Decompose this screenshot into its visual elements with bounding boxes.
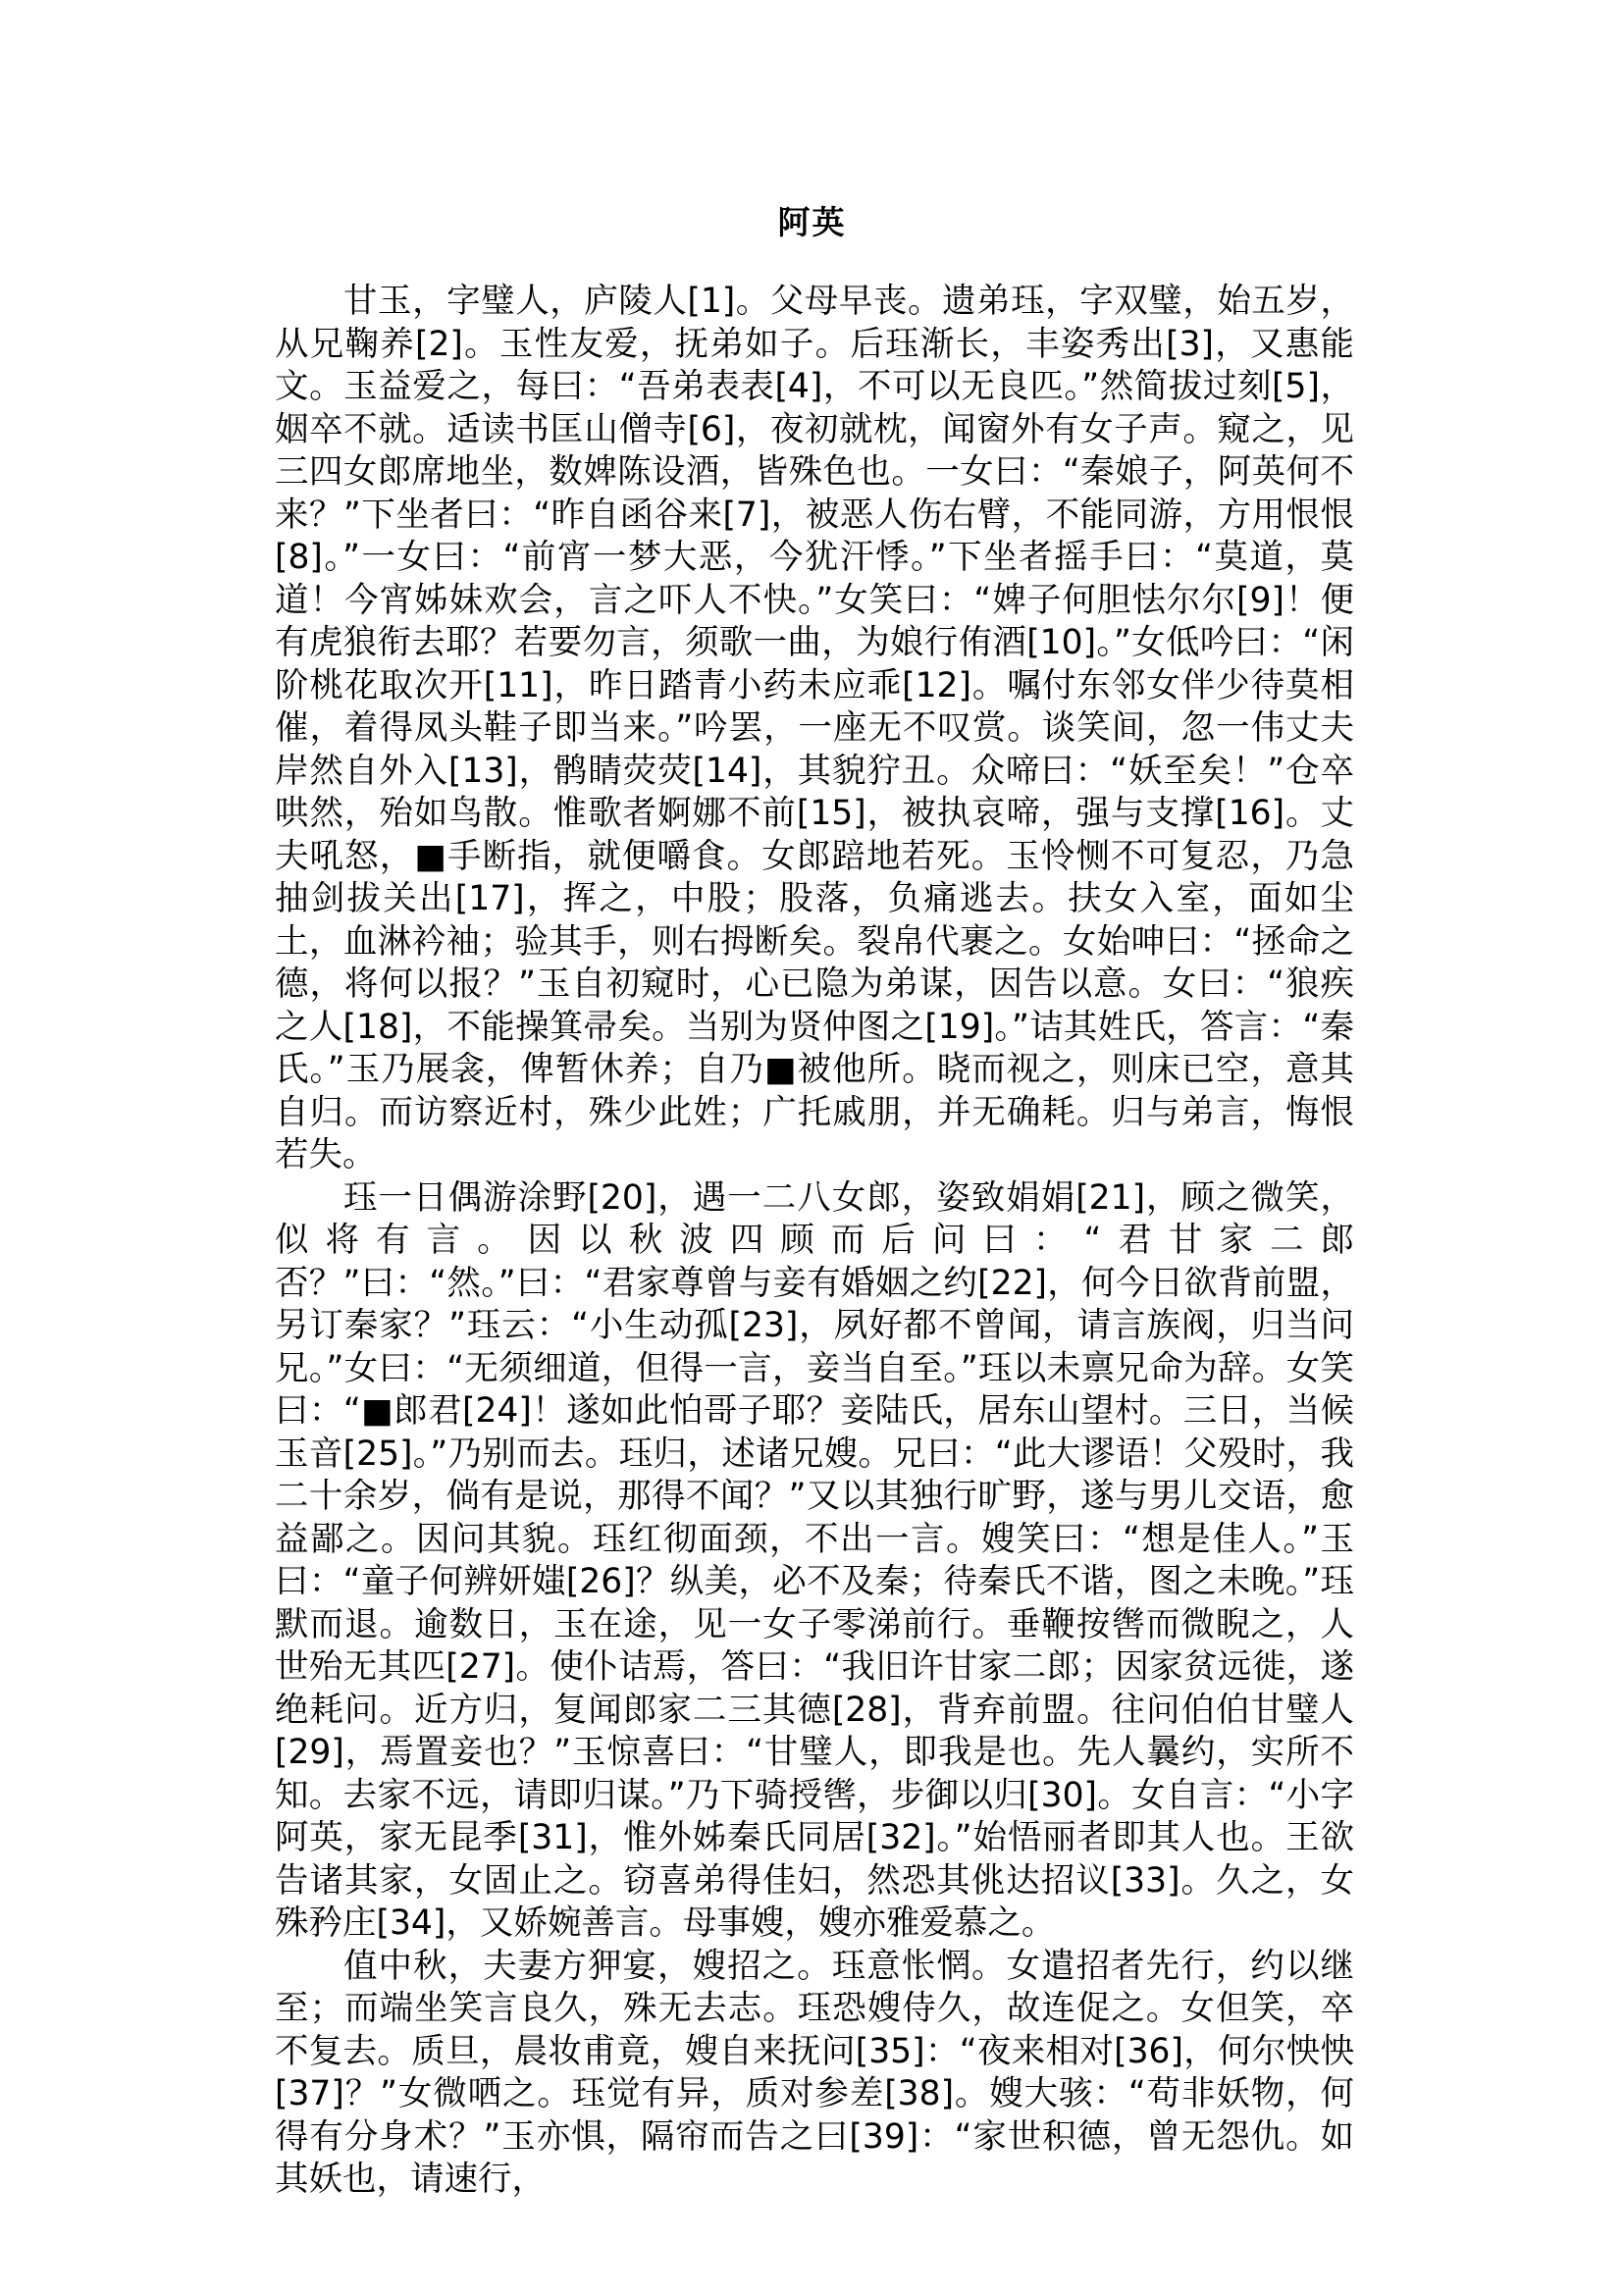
paragraph: 珏一日偶游涂野[20]，遇一二八女郎，姿致娟娟[21]，顾之微笑，似将有言。因以秋波四顾而后问曰：“君甘家二郎否？”曰：“然。”曰：“君家尊曾与妾有婚姻之约[22]，何今日欲背前盟，另订秦家？”珏云：“小生动孤[23]，夙好都不曾闻，请言族阀，归当问兄。”女曰：“无须细道，但得一言，妾当自至。”珏以未禀兄命为辞。女笑曰：“■郎君[24]！遂如此怕哥子耶？妾陆氏，居东山望村。三日，当候玉音[25]。”乃别而去。珏归，述诸兄嫂。兄曰：“此大谬语！父殁时，我二十余岁，倘有是说，那得不闻？”又以其独行旷野，遂与男儿交语，愈益鄙之。因问其貌。珏红彻面颈，不出一言。嫂笑曰：“想是佳人。”玉曰：“童子何辨妍媸[26]？纵美，必不及秦；待秦氏不谐，图之未晚。”珏默而退。逾数日，玉在途，见一女子零涕前行。垂鞭按辔而微睨之，人世殆无其匹[27]。使仆诘焉，答曰：“我旧许甘家二郎；因家贫远徙，遂绝耗问。近方归，复闻郎家二三其德[28]，背弃前盟。往问伯伯甘璧人[29]，焉置妾也？”玉惊喜曰：“甘璧人，即我是也。先人曩约，实所不知。去家不远，请即归谋。”乃下骑授辔，步御以归[30]。女自言：“小字阿英，家无昆季[31]，惟外姊秦氏同居[32]。”始悟丽者即其人也。王欲告诸其家，女固止之。窃喜弟得佳妇，然恐其佻达招议[33]。久之，女殊矜庄[34]，又娇婉善言。母事嫂，嫂亦雅爱慕之。	[275, 1177, 1354, 1943]
document-title: 阿英	[777, 203, 847, 241]
paragraph: 甘玉，字璧人，庐陵人[1]。父母早丧。遗弟珏，字双璧，始五岁，从兄鞠养[2]。玉性友爱，抚弟如子。后珏渐长，丰姿秀出[3]，又惠能文。玉益爱之，每曰：“吾弟表表[4]，不可以无良匹。”然简拔过刻[5]，姻卒不就。适读书匡山僧寺[6]，夜初就枕，闻窗外有女子声。窥之，见三四女郎席地坐，数婢陈设酒，皆殊色也。一女曰：“秦娘子，阿英何不来？”下坐者曰：“昨自函谷来[7]，被恶人伤右臂，不能同游，方用恨恨[8]。”一女曰：“前宵一梦大恶，今犹汗悸。”下坐者摇手曰：“莫道，莫道！今宵姊妹欢会，言之吓人不快。”女笑曰：“婢子何胆怯尔尔[9]！便有虎狼衔去耶？若要勿言，须歌一曲，为娘行侑酒[10]。”女低吟曰：“闲阶桃花取次开[11]，昨日踏青小药未应乖[12]。嘱付东邻女伴少待莫相催，着得凤头鞋子即当来。”吟罢，一座无不叹赏。谈笑间，忽一伟丈夫岸然自外入[13]，鹘睛荧荧[14]，其貌狞丑。众啼曰：“妖至矣！”仓卒哄然，殆如鸟散。惟歌者婀娜不前[15]，被执哀啼，强与支撑[16]。丈夫吼怒，■手断指，就便嚼食。女郎踣地若死。玉怜恻不可复忍，乃急抽剑拔关出[17]，挥之，中股；股落，负痛逃去。扶女入室，面如尘土，血淋衿袖；验其手，则右拇断矣。裂帛代裹之。女始呻曰：“拯命之德，将何以报？”玉自初窥时，心已隐为弟谋，因告以意。女曰：“狼疾之人[18]，不能操箕帚矣。当别为贤仲图之[19]。”诘其姓氏，答言：“秦氏。”玉乃展衾，俾暂休养；自乃■被他所。晓而视之，则床已空，意其自归。而访察近村，殊少此姓；广托戚朋，并无确耗。归与弟言，悔恨若失。	[275, 282, 1354, 1174]
document-body	[275, 281, 1354, 2202]
paragraph: 值中秋，夫妻方狎宴，嫂招之。珏意怅惘。女遣招者先行，约以继至；而端坐笑言良久，殊无去志。珏恐嫂侍久，故连促之。女但笑，卒不复去。质旦，晨妆甫竟，嫂自来抚问[35]：“夜来相对[36]，何尔怏怏[37]？”女微哂之。珏觉有异，质对参差[38]。嫂大骇：“苟非妖物，何得有分身术？”玉亦惧，隔帘而告之曰[39]：“家世积德，曾无怨仇。如其妖也，请速行，	[275, 1946, 1354, 2199]
